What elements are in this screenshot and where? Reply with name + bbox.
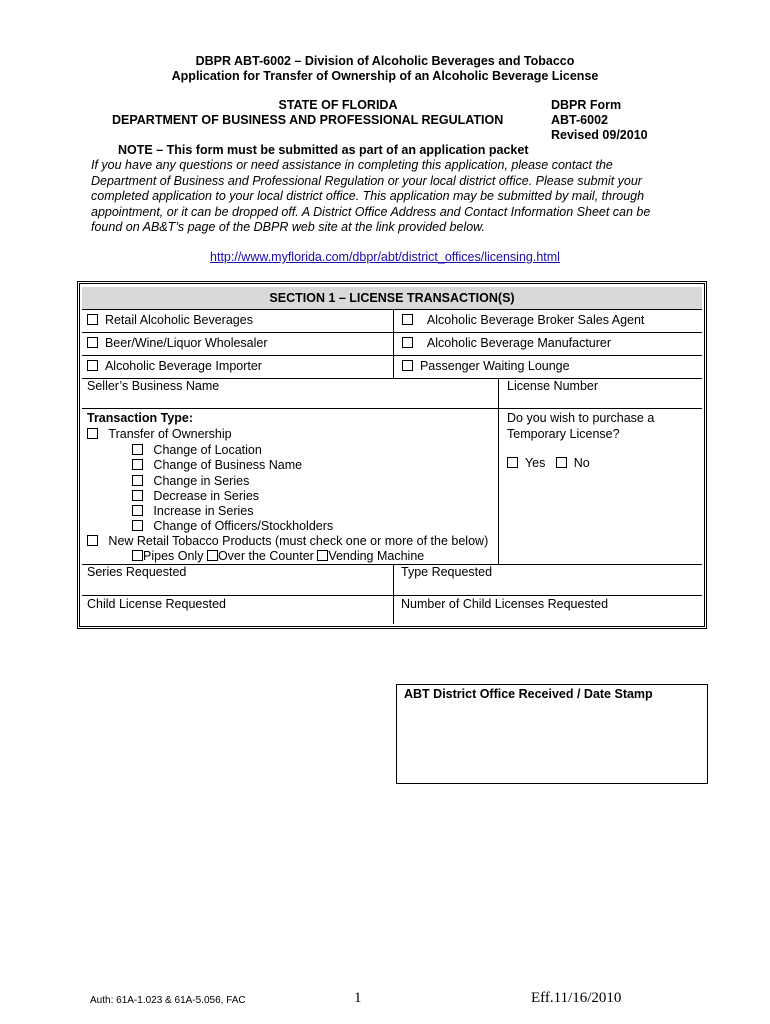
- effective-date: Eff.11/16/2010: [531, 990, 622, 1006]
- page-number: 1: [354, 990, 362, 1006]
- new-retail-tobacco-checkbox[interactable]: [87, 535, 98, 546]
- temp-license-no-checkbox[interactable]: [556, 457, 567, 468]
- temp-license-choices: [507, 456, 590, 470]
- change-series-option[interactable]: [132, 474, 249, 488]
- form-title-line1: DBPR ABT-6002 – Division of Alcoholic Beverages and Tobacco: [195, 54, 575, 68]
- importer-checkbox[interactable]: [87, 360, 98, 371]
- note-text: NOTE – This form must be submitted as part of an application packet: [118, 143, 529, 157]
- change-location-label: Change of Location: [153, 443, 262, 457]
- wholesaler-option[interactable]: [87, 336, 268, 350]
- temp-license-yes-label: Yes: [524, 456, 546, 470]
- pipes-only-label: Pipes Only: [143, 549, 204, 563]
- form-number: ABT-6002: [551, 113, 608, 127]
- instruction-line: completed application to your local district office. This application may be submitted by mail, through: [91, 189, 645, 203]
- broker-label: Alcoholic Beverage Broker Sales Agent: [426, 313, 645, 327]
- department-label: DEPARTMENT OF BUSINESS AND PROFESSIONAL REGULATION: [112, 113, 504, 127]
- new-retail-tobacco-label: New Retail Tobacco Products (must check one or more of the below): [108, 534, 489, 548]
- lounge-option[interactable]: [402, 359, 570, 373]
- instructions: [91, 158, 650, 236]
- change-officers-option[interactable]: [132, 519, 333, 533]
- instruction-line: found on AB&T’s page of the DBPR web site at the link provided below.: [91, 220, 485, 234]
- over-the-counter-checkbox[interactable]: [207, 550, 218, 561]
- child-license-requested-label: Child License Requested: [87, 597, 226, 611]
- revised-date: Revised 09/2010: [551, 128, 648, 142]
- change-business-name-label: Change of Business Name: [153, 458, 303, 472]
- change-location-option[interactable]: [132, 443, 262, 457]
- manufacturer-option[interactable]: [402, 336, 611, 350]
- series-requested-field[interactable]: [87, 580, 387, 594]
- temp-license-question-line1: Do you wish to purchase a: [507, 411, 655, 425]
- district-offices-link[interactable]: http://www.myflorida.com/dbpr/abt/district_offices/licensing.html: [210, 250, 560, 264]
- form-title-line2: Application for Transfer of Ownership of an Alcoholic Beverage License: [171, 69, 599, 83]
- number-child-licenses-field[interactable]: [401, 611, 698, 623]
- temp-license-no-label: No: [573, 456, 590, 470]
- decrease-series-label: Decrease in Series: [153, 489, 260, 503]
- manufacturer-label: Alcoholic Beverage Manufacturer: [426, 336, 612, 350]
- footer-auth: Auth: 61A-1.023 & 61A-5.056, FAC: [90, 995, 246, 1006]
- transfer-ownership-checkbox[interactable]: [87, 428, 98, 439]
- form-label: DBPR Form: [551, 98, 622, 112]
- change-location-checkbox[interactable]: [132, 444, 143, 455]
- increase-series-option[interactable]: [132, 504, 253, 518]
- date-stamp-box: [396, 684, 708, 784]
- number-child-licenses-label: Number of Child Licenses Requested: [401, 597, 609, 611]
- increase-series-label: Increase in Series: [153, 504, 254, 518]
- series-requested-label: Series Requested: [87, 565, 187, 579]
- wholesaler-checkbox[interactable]: [87, 337, 98, 348]
- over-the-counter-label: Over the Counter: [217, 549, 314, 563]
- pipes-only-checkbox[interactable]: [132, 550, 143, 561]
- lounge-checkbox[interactable]: [402, 360, 413, 371]
- broker-checkbox[interactable]: [402, 314, 413, 325]
- type-requested-field[interactable]: [401, 580, 698, 594]
- decrease-series-checkbox[interactable]: [132, 490, 143, 501]
- transaction-type-heading: Transaction Type:: [87, 411, 194, 425]
- manufacturer-checkbox[interactable]: [402, 337, 413, 348]
- lounge-label: Passenger Waiting Lounge: [419, 359, 570, 373]
- temp-license-yes-checkbox[interactable]: [507, 457, 518, 468]
- instruction-line: Department of Business and Professional Regulation or your local district office. Please submit your: [91, 173, 642, 188]
- vending-machine-checkbox[interactable]: [317, 550, 328, 561]
- tobacco-options: [132, 549, 424, 563]
- seller-business-name-label: Seller’s Business Name: [87, 379, 220, 393]
- vending-machine-label: Vending Machine: [328, 549, 425, 563]
- change-series-checkbox[interactable]: [132, 475, 143, 486]
- transfer-ownership-label: Transfer of Ownership: [108, 427, 232, 441]
- retail-option[interactable]: [87, 313, 253, 327]
- broker-option[interactable]: [402, 313, 644, 327]
- instruction-line: If you have any questions or need assistance in completing this application, please contact the: [91, 158, 613, 172]
- change-officers-checkbox[interactable]: [132, 520, 143, 531]
- wholesaler-label: Beer/Wine/Liquor Wholesaler: [104, 336, 268, 350]
- new-retail-tobacco-option[interactable]: [87, 534, 488, 548]
- type-requested-label: Type Requested: [401, 565, 493, 579]
- importer-label: Alcoholic Beverage Importer: [104, 359, 262, 373]
- seller-business-name-field[interactable]: [87, 393, 491, 407]
- change-business-name-option[interactable]: [132, 458, 302, 472]
- decrease-series-option[interactable]: [132, 489, 259, 503]
- instruction-line: appointment, or it can be dropped off. A District Office Address and Contact Information Sheet can be: [91, 204, 651, 219]
- section1-heading: SECTION 1 – LICENSE TRANSACTION(S): [82, 287, 702, 309]
- importer-option[interactable]: [87, 359, 262, 373]
- license-number-label: License Number: [507, 379, 599, 393]
- retail-checkbox[interactable]: [87, 314, 98, 325]
- state-label: STATE OF FLORIDA: [278, 98, 398, 112]
- retail-label: Retail Alcoholic Beverages: [104, 313, 253, 327]
- temp-license-question-line2: Temporary License?: [507, 427, 620, 441]
- child-license-requested-field[interactable]: [87, 611, 387, 623]
- transfer-ownership-option[interactable]: [87, 427, 232, 441]
- date-stamp-label: ABT District Office Received / Date Stamp: [404, 687, 653, 701]
- change-business-name-checkbox[interactable]: [132, 459, 143, 470]
- increase-series-checkbox[interactable]: [132, 505, 143, 516]
- change-series-label: Change in Series: [153, 474, 250, 488]
- change-officers-label: Change of Officers/Stockholders: [153, 519, 334, 533]
- license-number-field[interactable]: [503, 393, 698, 407]
